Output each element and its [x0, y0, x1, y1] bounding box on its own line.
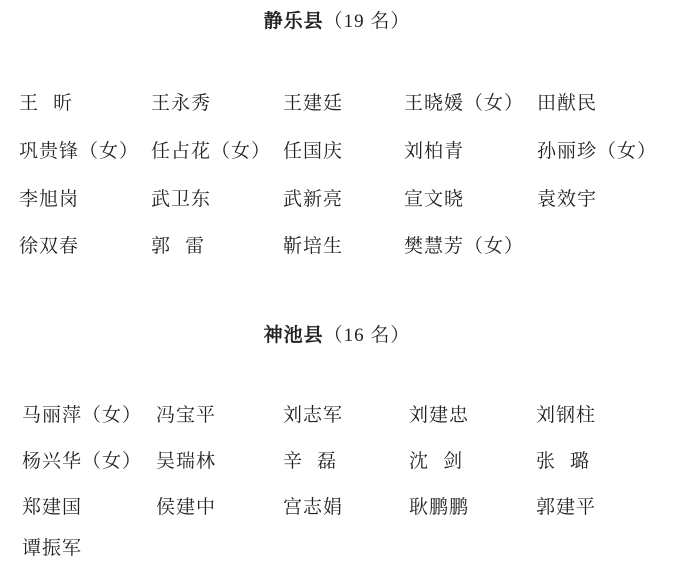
list-item: 武卫东 [151, 188, 212, 210]
list-item: 郭建平 [536, 496, 597, 518]
list-item: 沈 剑 [409, 450, 464, 472]
list-item: 樊慧芳（女） [404, 235, 525, 257]
section-count: （19 名） [323, 11, 411, 32]
list-item: 王永秀 [151, 92, 212, 114]
list-item: 徐双春 [19, 235, 80, 257]
list-item: 侯建中 [156, 496, 217, 518]
list-item: 郭 雷 [151, 235, 206, 257]
section-title: 静乐县 [263, 10, 324, 32]
list-item: 王建廷 [283, 92, 344, 114]
list-item: 马丽萍（女） [22, 404, 143, 426]
list-item: 刘柏青 [404, 140, 465, 162]
list-item: 张 璐 [536, 450, 591, 472]
section-title: 神池县 [263, 324, 324, 346]
list-item: 耿鹏鹏 [409, 496, 470, 518]
list-item: 宣文晓 [404, 188, 465, 210]
section-heading [0, 9, 674, 34]
list-item: 杨兴华（女） [22, 450, 143, 472]
list-item: 谭振军 [22, 537, 83, 559]
list-item: 巩贵锋（女） [19, 140, 140, 162]
list-item: 靳培生 [283, 235, 344, 257]
list-item: 辛 磊 [283, 450, 338, 472]
list-item: 冯宝平 [156, 404, 217, 426]
section-heading [0, 323, 674, 348]
list-item: 宫志娟 [283, 496, 344, 518]
list-item: 郑建国 [22, 496, 83, 518]
list-item: 王晓媛（女） [404, 92, 525, 114]
list-item: 武新亮 [283, 188, 344, 210]
list-item: 吴瑞林 [156, 450, 217, 472]
list-item: 李旭岗 [19, 188, 80, 210]
list-item: 孙丽珍（女） [537, 140, 658, 162]
list-item: 田猷民 [537, 92, 598, 114]
list-item: 袁效宇 [537, 188, 598, 210]
section-count: （16 名） [323, 325, 411, 346]
list-item: 刘钢柱 [536, 404, 597, 426]
list-item: 刘建忠 [409, 404, 470, 426]
list-item: 任国庆 [283, 140, 344, 162]
list-item: 刘志军 [283, 404, 344, 426]
list-item: 任占花（女） [151, 140, 272, 162]
list-item: 王 昕 [19, 92, 74, 114]
